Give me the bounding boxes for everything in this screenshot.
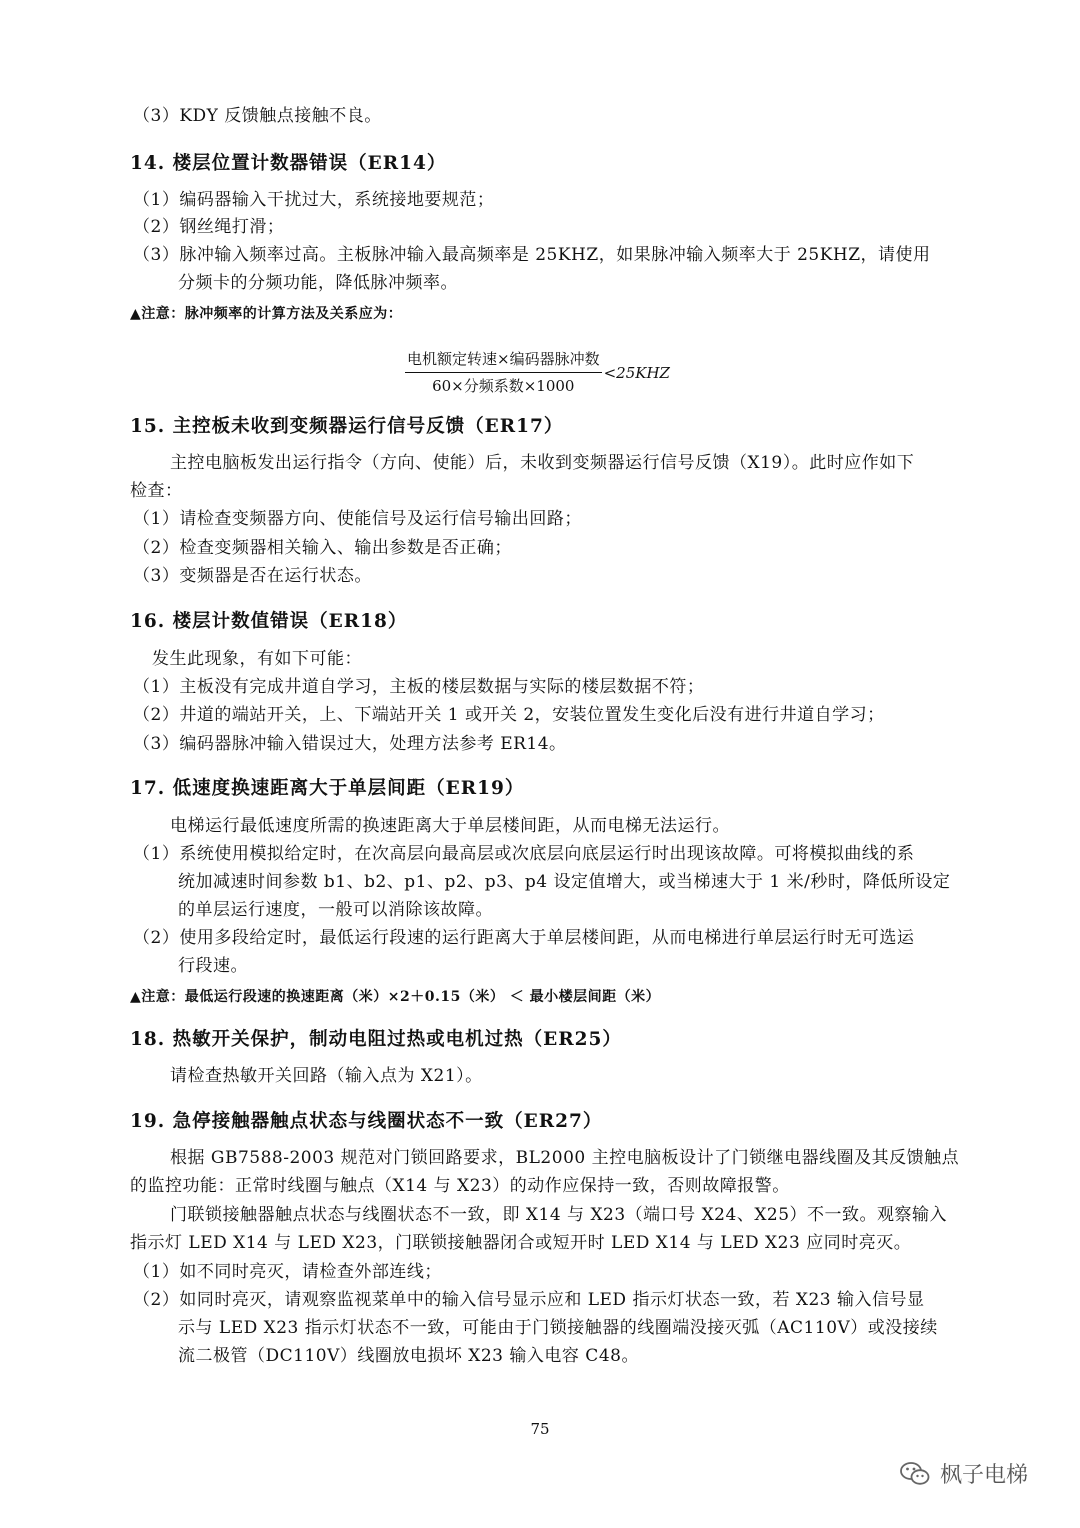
wechat-icon (900, 1461, 930, 1487)
section-heading: 19. 急停接触器触点状态与线圈状态不一致（ER27） (130, 1111, 603, 1132)
text-line: （2）钢丝绳打滑； (133, 217, 285, 237)
note-line: ▲注意：脉冲频率的计算方法及关系应为： (130, 306, 403, 322)
text-line: （1）请检查变频器方向、使能信号及运行信号输出回路； (133, 509, 582, 529)
text-line: （2）井道的端站开关，上、下端站开关 1 或开关 2，安装位置发生变化后没有进行井道自学习； (133, 705, 885, 725)
section-heading: 15. 主控板未收到变频器运行信号反馈（ER17） (130, 416, 564, 437)
text-line: 检查： (130, 481, 183, 501)
text-line: 的监控功能：正常时线圈与触点（X14 与 X23）的动作应保持一致，否则故障报警。 (130, 1176, 790, 1196)
formula-relation: <25KHZ (603, 363, 670, 382)
text-line: 发生此现象，有如下可能： (152, 649, 362, 669)
frequency-formula (405, 348, 670, 397)
text-line: （3）编码器脉冲输入错误过大，处理方法参考 ER14。 (133, 734, 567, 754)
page-number: 75 (530, 1420, 550, 1438)
text-line: 统加减速时间参数 b1、b2、p1、p2、p3、p4 设定值增大，或当梯速大于 1 米/秒时，降低所设定 (178, 872, 951, 892)
section-heading: 14. 楼层位置计数器错误（ER14） (130, 153, 447, 174)
formula-denominator: 60×分频系数×1000 (432, 377, 575, 395)
formula-fraction (405, 348, 602, 397)
text-line: 示与 LED X23 指示灯状态不一致，可能由于门锁接触器的线圈端没接灭弧（AC110V）或没接续 (178, 1318, 938, 1338)
text-line: 电梯运行最低速度所需的换速距离大于单层楼间距，从而电梯无法运行。 (170, 816, 730, 836)
text-line: （3）脉冲输入频率过高。主板脉冲输入最高频率是 25KHZ，如果脉冲输入频率大于 25KHZ，请使用 (133, 245, 931, 265)
text-line: （2）使用多段给定时，最低运行段速的运行距离大于单层楼间距，从而电梯进行单层运行时无可选运 (133, 928, 915, 948)
text-line: 主控电脑板发出运行指令（方向、使能）后，未收到变频器运行信号反馈（X19）。此时应作如下 (170, 453, 915, 473)
watermark (900, 1458, 1028, 1489)
watermark-text: 枫子电梯 (940, 1463, 1029, 1488)
text-line: （1）主板没有完成井道自学习，主板的楼层数据与实际的楼层数据不符； (133, 677, 705, 697)
text-line: 请检查热敏开关回路（输入点为 X21）。 (170, 1066, 483, 1086)
section-heading: 16. 楼层计数值错误（ER18） (130, 611, 408, 632)
text-line: 指示灯 LED X14 与 LED X23，门联锁接触器闭合或短开时 LED X14 与 LED X23 应同时亮灭。 (130, 1233, 912, 1253)
section-heading: 17. 低速度换速距离大于单层间距（ER19） (130, 778, 525, 799)
section-heading: 18. 热敏开关保护，制动电阻过热或电机过热（ER25） (130, 1029, 622, 1050)
formula-numerator: 电机额定转速×编码器脉冲数 (405, 348, 602, 373)
text-line: （1）如不同时亮灭，请检查外部连线； (133, 1262, 442, 1282)
text-line: （2）检查变频器相关输入、输出参数是否正确； (133, 538, 512, 558)
text-line: （1）系统使用模拟给定时，在次高层向最高层或次底层向底层运行时出现该故障。可将模拟曲线的系 (133, 844, 915, 864)
text-line: 分频卡的分频功能，降低脉冲频率。 (178, 273, 458, 293)
text-line: （3）变频器是否在运行状态。 (133, 566, 372, 586)
text-line: 根据 GB7588-2003 规范对门锁回路要求，BL2000 主控电脑板设计了门锁继电器线圈及其反馈触点 (170, 1148, 960, 1168)
text-line: 门联锁接触器触点状态与线圈状态不一致，即 X14 与 X23（端口号 X24、X25）不一致。观察输入 (170, 1205, 948, 1225)
text-line: 行段速。 (178, 956, 248, 976)
text-line: （1）编码器输入干扰过大，系统接地要规范； (133, 190, 495, 210)
text-line: 流二极管（DC110V）线圈放电损坏 X23 输入电容 C48。 (178, 1346, 639, 1366)
text-line: （2）如同时亮灭，请观察监视菜单中的输入信号显示应和 LED 指示灯状态一致，若 X23 输入信号显 (133, 1290, 925, 1310)
note-line: ▲注意：最低运行段速的换速距离（米）×2＋0.15（米） ＜ 最小楼层间距（米） (130, 989, 661, 1005)
text-line: 的单层运行速度，一般可以消除该故障。 (178, 900, 493, 920)
text-line: （3）KDY 反馈触点接触不良。 (133, 106, 382, 126)
